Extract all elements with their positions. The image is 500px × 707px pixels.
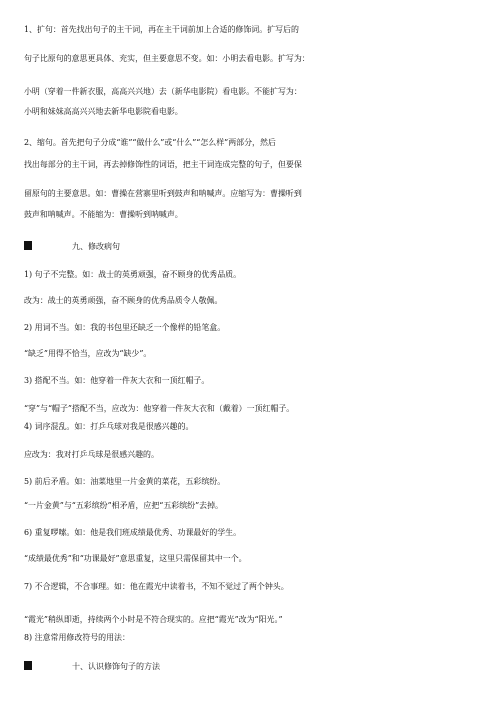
item-4-fix: 应改为：我对打乒乓球是很感兴趣的。 <box>24 450 159 459</box>
item-2: 2) 用词不当。如：我的书包里还缺乏一个像样的铅笔盒。 <box>24 323 226 332</box>
para-expand-line-2: 句子比原句的意思更具体、充实，但主要意思不变。如：小明去看电影。扩写为： <box>24 54 310 63</box>
section-heading-9-text: 九、修改病句 <box>72 242 120 251</box>
item-3-fix: “穿”与“帽子”搭配不当，应改为：他穿着一件灰大衣和（戴着）一顶红帽子。 <box>24 404 295 413</box>
item-6-fix: “成绩最优秀”和“功课最好”意思重复，这里只需保留其中一个。 <box>24 554 247 563</box>
para-expand-line-1: 1、扩句：首先找出句子的主干词，再在主干词前加上合适的修饰词。扩写后的 <box>24 25 299 34</box>
section-heading-10-text: 十、认识修饰句子的方法 <box>72 662 160 671</box>
item-1-fix: 改为：战士的英勇顽强，奋不顾身的优秀品质令人敬佩。 <box>24 296 223 305</box>
item-5: 5) 前后矛盾。如：油菜地里一片金黄的菜花，五彩缤纷。 <box>24 477 226 486</box>
bullet-square-icon <box>24 661 32 670</box>
item-5-fix: “一片金黄”与“五彩缤纷”相矛盾，应把“五彩缤纷”去掉。 <box>24 501 223 510</box>
para-shrink-line-2: 找出每部分的主干词，再去掉修饰性的词语，把主干词连成完整的句子，但要保 <box>24 160 302 169</box>
bullet-square-icon <box>24 241 32 250</box>
item-3: 3) 搭配不当。如：他穿着一件灰大衣和一顶红帽子。 <box>24 376 210 385</box>
item-8: 8) 注意常用修改符号的用法： <box>24 633 130 642</box>
para-shrink-line-4: 鼓声和呐喊声。不能缩为：曹操听到呐喊声。 <box>24 210 183 219</box>
item-4: 4) 词序混乱。如：打乒乓球对我是很感兴趣的。 <box>24 422 194 431</box>
para-shrink-line-1: 2、缩句。首先把句子分成“谁”“做什么”或“什么”“怎么样”两部分，然后 <box>24 138 276 147</box>
section-heading-9 <box>24 239 500 255</box>
item-7: 7) 不合逻辑，不合事理。如：他在霞光中读着书，不知不觉过了两个钟头。 <box>24 582 289 591</box>
item-2-fix: “缺乏”用得不恰当，应改为“缺少”。 <box>24 349 152 358</box>
item-1: 1) 句子不完整。如：战士的英勇顽强，奋不顾身的优秀品质。 <box>24 270 242 279</box>
item-6: 6) 重复啰嗦。如：他是我们班成绩最优秀、功课最好的学生。 <box>24 528 242 537</box>
para-expand-line-3: 小明（穿着一件新衣服，高高兴兴地）去（新华电影院）看电影。不能扩写为： <box>24 87 302 96</box>
item-7-fix: “霞光”稍纵即逝，持续两个小时是不符合现实的。应把“霞光”改为“阳光。” <box>24 615 283 624</box>
section-heading-10 <box>24 659 500 675</box>
para-shrink-line-3: 留原句的主要意思。如：曹操在营寨里听到鼓声和呐喊声。应缩写为：曹操听到 <box>24 189 302 198</box>
para-expand-line-4: 小明和妹妹高高兴兴地去新华电影院看电影。 <box>24 107 183 116</box>
